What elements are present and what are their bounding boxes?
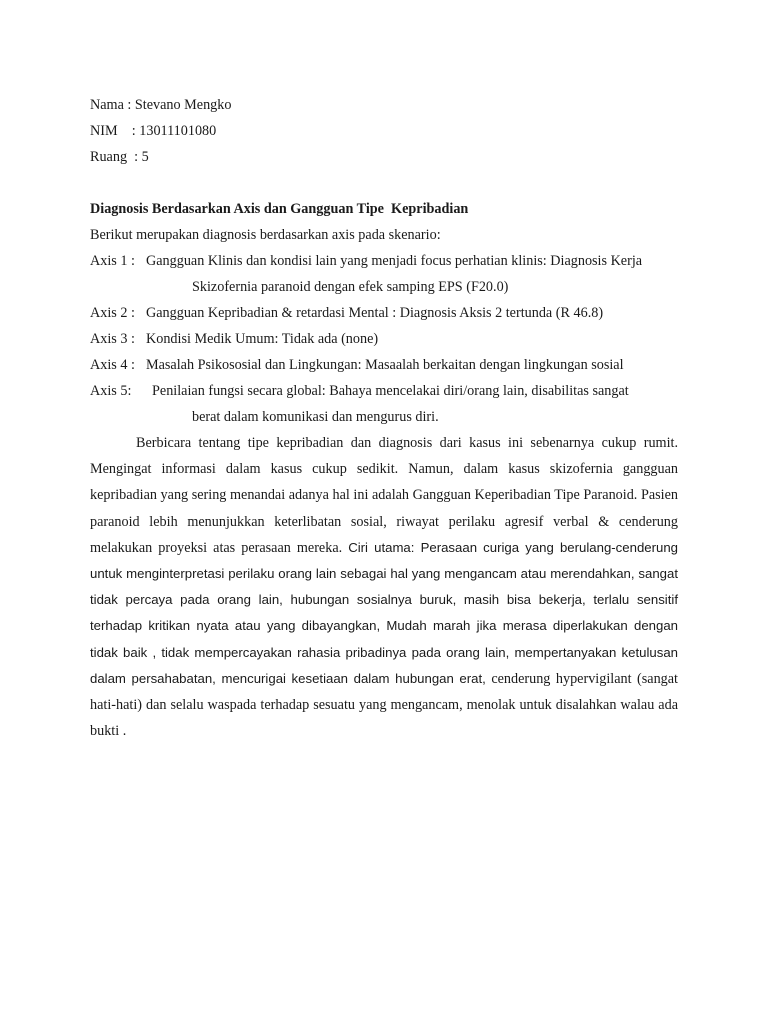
document-body	[90, 92, 678, 744]
paragraph-part-1: Berbicara tentang tipe kepribadian dan diagnosis dari kasus ini sebenarnya cukup rumit. Mengingat informasi dalam kasus cukup sedikit. Namun, dalam kasus skizofernia gangguan kepribadian yang sering menandai adanya hal ini adalah Gangguan Keperibadian Tipe Paranoid. Pasien paranoid lebih menunjukkan keterlibatan sosial, riwayat perilaku agresif verbal & cenderung melakukan proyeksi atas perasaan mereka.	[90, 435, 678, 556]
discussion-paragraph	[90, 430, 678, 744]
section-heading: Diagnosis Berdasarkan Axis dan Gangguan Tipe Kepribadian	[90, 201, 469, 217]
axis-2-text: Gangguan Kepribadian & retardasi Mental : Diagnosis Aksis 2 tertunda (R 46.8)	[146, 305, 604, 321]
paragraph-part-3: cenderung hypervigilant (sangat hati-hati) dan selalu waspada terhadap sesuatu yang mengancam, menolak untuk disalahkan walau ada bukti .	[90, 670, 678, 740]
axis-1-text: Gangguan Klinis dan kondisi lain yang menjadi focus perhatian klinis: Diagnosis Kerja	[146, 253, 643, 269]
axis-5-row	[90, 378, 678, 404]
axis-5-text: Penilaian fungsi secara global: Bahaya mencelakai diri/orang lain, disabilitas sangat	[152, 383, 629, 399]
axis-1-continuation: Skizofernia paranoid dengan efek samping EPS (F20.0)	[192, 279, 509, 295]
axis-2-label: Axis 2 :	[90, 305, 135, 321]
axis-4-row	[90, 352, 678, 378]
axis-4-text: Masalah Psikososial dan Lingkungan: Masaalah berkaitan dengan lingkungan sosial	[146, 357, 624, 373]
axis-3-label: Axis 3 :	[90, 331, 135, 347]
paragraph-part-2: Ciri utama: Perasaan curiga yang berulang-cenderung untuk menginterpretasi perilaku orang lain sebagai hal yang mengancam atau merendahkan, sangat tidak percaya pada orang lain, hubungan sosialnya buruk, masih bisa bekerja, terlalu sensitif terhadap kritikan nyata atau yang dibayangkan, Mudah marah jika merasa diperlakukan dengan tidak baik , tidak mempercayakan rahasia pribadinya pada orang lain, mempertanyakan ketulusan dalam persahabatan, mencurigai kesetiaan dalam hubungan erat,	[90, 539, 679, 686]
blank-line	[90, 170, 678, 196]
axis-4-label: Axis 4 :	[90, 357, 135, 373]
student-name: Nama : Stevano Mengko	[90, 97, 232, 113]
axis-5-continuation: berat dalam komunikasi dan mengurus diri.	[192, 409, 439, 425]
axis-3-row	[90, 326, 678, 352]
axis-1-row	[90, 248, 678, 274]
axis-3-text: Kondisi Medik Umum: Tidak ada (none)	[146, 331, 379, 347]
axis-1-label: Axis 1 :	[90, 253, 135, 269]
student-room: Ruang : 5	[90, 149, 149, 165]
axis-5-label: Axis 5:	[90, 383, 132, 399]
axis-2-row	[90, 300, 678, 326]
intro-text: Berikut merupakan diagnosis berdasarkan axis pada skenario:	[90, 227, 441, 243]
student-nim: NIM : 13011101080	[90, 123, 217, 139]
